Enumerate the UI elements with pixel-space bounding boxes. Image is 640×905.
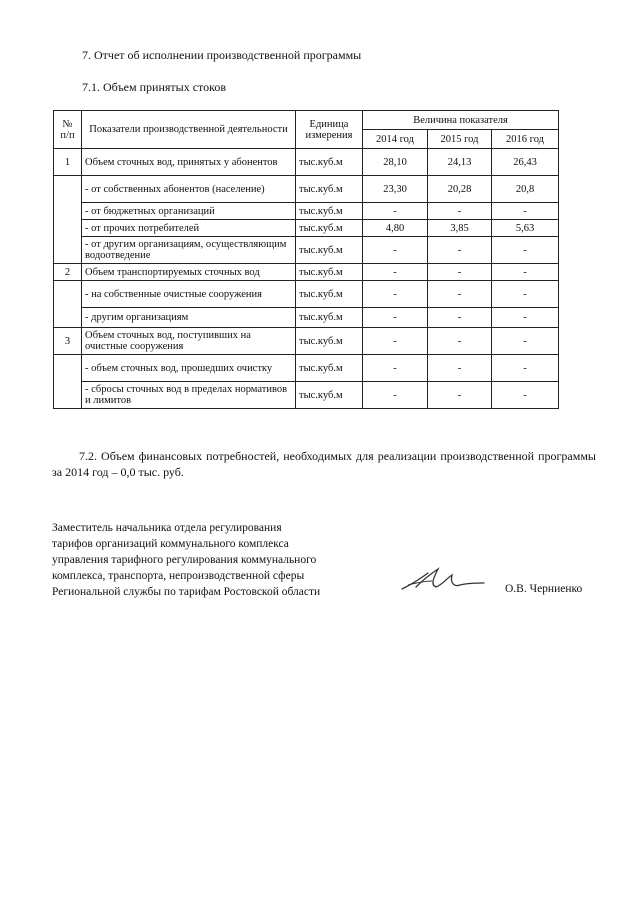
row-num: 1 xyxy=(54,149,82,176)
signatory-line: Заместитель начальника отдела регулирования xyxy=(52,522,282,534)
table-row xyxy=(54,308,559,328)
header-year-2014: 2014 год xyxy=(363,130,428,149)
row-unit: тыс.куб.м xyxy=(296,264,363,281)
row-label: - другим организациям xyxy=(82,308,296,328)
table-row xyxy=(54,281,559,308)
signatory-line: Региональной службы по тарифам Ростовской области xyxy=(52,586,321,598)
header-year-2016: 2016 год xyxy=(492,130,559,149)
row-value-2015: 20,28 xyxy=(428,176,492,203)
signatory-name: О.В. Черниенко xyxy=(505,583,583,595)
row-value-2015: - xyxy=(428,203,492,220)
row-value-2016: 26,43 xyxy=(492,149,559,176)
row-value-2015: 24,13 xyxy=(428,149,492,176)
row-value-2014: - xyxy=(363,355,428,382)
row-value-2014: 23,30 xyxy=(363,176,428,203)
table-row xyxy=(54,328,559,355)
wastewater-table xyxy=(53,110,559,409)
row-value-2015: - xyxy=(428,355,492,382)
row-num: 3 xyxy=(54,328,82,355)
financial-needs-paragraph: 7.2. Объем финансовых потребностей, необходимых для реализации производственной программы за 2014 год – 0,0 тыс. руб. xyxy=(52,449,596,479)
row-value-2014: - xyxy=(363,308,428,328)
row-value-2015: - xyxy=(428,281,492,308)
table-row xyxy=(54,176,559,203)
row-unit: тыс.куб.м xyxy=(296,149,363,176)
row-value-2016: - xyxy=(492,281,559,308)
row-unit: тыс.куб.м xyxy=(296,308,363,328)
row-value-2015: - xyxy=(428,237,492,264)
row-unit: тыс.куб.м xyxy=(296,328,363,355)
row-unit: тыс.куб.м xyxy=(296,220,363,237)
row-unit: тыс.куб.м xyxy=(296,355,363,382)
row-value-2016: - xyxy=(492,355,559,382)
subsection-heading: 7.1. Объем принятых стоков xyxy=(82,80,226,94)
row-value-2016: 5,63 xyxy=(492,220,559,237)
signatory-line: комплекса, транспорта, непроизводственной сферы xyxy=(52,570,305,582)
row-value-2015: 3,85 xyxy=(428,220,492,237)
table-row xyxy=(54,220,559,237)
row-value-2016: - xyxy=(492,237,559,264)
row-num: 2 xyxy=(54,264,82,281)
table-row xyxy=(54,264,559,281)
header-num: № п/п xyxy=(54,111,82,149)
row-value-2014: - xyxy=(363,281,428,308)
handwritten-signature xyxy=(398,565,488,599)
row-value-2014: - xyxy=(363,264,428,281)
row-value-2016: - xyxy=(492,203,559,220)
row-value-2015: - xyxy=(428,328,492,355)
signatory-line: тарифов организаций коммунального комплекса xyxy=(52,538,289,550)
row-unit: тыс.куб.м xyxy=(296,382,363,409)
table-row xyxy=(54,382,559,409)
row-value-2014: 4,80 xyxy=(363,220,428,237)
row-label: Объем транспортируемых сточных вод xyxy=(82,264,296,281)
row-value-2016: - xyxy=(492,328,559,355)
row-value-2014: - xyxy=(363,237,428,264)
row-value-2014: - xyxy=(363,328,428,355)
table-row xyxy=(54,203,559,220)
row-unit: тыс.куб.м xyxy=(296,176,363,203)
row-label: Объем сточных вод, поступивших на очистные сооружения xyxy=(82,328,296,355)
row-value-2015: - xyxy=(428,308,492,328)
signatory-title xyxy=(52,520,320,600)
row-value-2014: 28,10 xyxy=(363,149,428,176)
row-value-2016: - xyxy=(492,308,559,328)
row-unit: тыс.куб.м xyxy=(296,237,363,264)
row-label: - на собственные очистные сооружения xyxy=(82,281,296,308)
row-num xyxy=(54,176,82,264)
row-num xyxy=(54,281,82,328)
row-value-2014: - xyxy=(363,382,428,409)
row-value-2014: - xyxy=(363,203,428,220)
table-row xyxy=(54,355,559,382)
row-unit: тыс.куб.м xyxy=(296,281,363,308)
table-header-row xyxy=(54,111,559,130)
table-row xyxy=(54,149,559,176)
row-label: - от другим организациям, осуществляющим водоотведение xyxy=(82,237,296,264)
row-value-2016: 20,8 xyxy=(492,176,559,203)
header-indicator: Показатели производственной деятельности xyxy=(82,111,296,149)
header-value: Величина показателя xyxy=(363,111,559,130)
row-label: - от собственных абонентов (население) xyxy=(82,176,296,203)
row-unit: тыс.куб.м xyxy=(296,203,363,220)
row-value-2015: - xyxy=(428,264,492,281)
header-year-2015: 2015 год xyxy=(428,130,492,149)
row-value-2016: - xyxy=(492,264,559,281)
row-value-2015: - xyxy=(428,382,492,409)
row-label: - объем сточных вод, прошедших очистку xyxy=(82,355,296,382)
row-label: - от бюджетных организаций xyxy=(82,203,296,220)
signatory-line: управления тарифного регулирования коммунального xyxy=(52,554,317,566)
row-label: Объем сточных вод, принятых у абонентов xyxy=(82,149,296,176)
section-heading: 7. Отчет об исполнении производственной программы xyxy=(82,48,362,62)
row-num xyxy=(54,355,82,409)
table-row xyxy=(54,237,559,264)
row-value-2016: - xyxy=(492,382,559,409)
row-label: - от прочих потребителей xyxy=(82,220,296,237)
row-label: - сбросы сточных вод в пределах нормативов и лимитов xyxy=(82,382,296,409)
header-unit: Единица измерения xyxy=(296,111,363,149)
